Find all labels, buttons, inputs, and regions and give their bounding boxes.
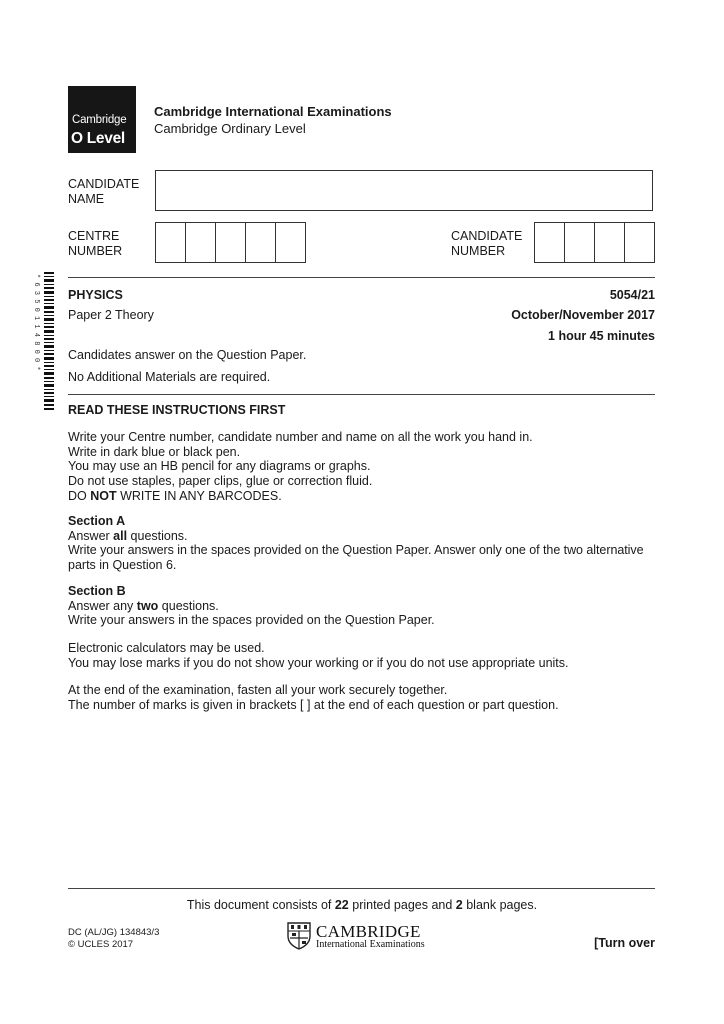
cambridge-subtitle: International Examinations [316, 939, 425, 950]
crest-icon [287, 922, 311, 950]
centre-number-cell[interactable] [276, 223, 305, 262]
centre-number-boxes[interactable] [155, 222, 306, 263]
calculator-instructions: Electronic calculators may be used. You may lose marks if you do not show your working or if you do not use appropriate units. [68, 641, 569, 670]
candidate-number-boxes[interactable] [534, 222, 655, 263]
end-instructions: At the end of the examination, fasten all your work securely together. The number of marks is given in brackets [ ] at the end of each question or part question. [68, 683, 559, 712]
exam-duration: 1 hour 45 minutes [548, 329, 655, 343]
turn-over: [Turn over [594, 936, 655, 950]
page-count-note: This document consists of 22 printed pages and 2 blank pages. [186, 898, 538, 912]
footer-divider [68, 888, 655, 889]
centre-number-cell[interactable] [156, 223, 186, 262]
cambridge-o-level-logo [68, 86, 136, 153]
candidate-number-cell[interactable] [625, 223, 654, 262]
section-b: Section B Answer any two questions. Write your answers in the spaces provided on the Question Paper. [68, 584, 655, 628]
barcode [30, 272, 54, 410]
materials-note: No Additional Materials are required. [68, 370, 271, 384]
centre-number-cell[interactable] [186, 223, 216, 262]
divider [68, 394, 655, 395]
section-b-title: Section B [68, 584, 126, 598]
candidate-number-cell[interactable] [565, 223, 595, 262]
centre-number-cell[interactable] [216, 223, 246, 262]
candidates-note: Candidates answer on the Question Paper. [68, 348, 307, 362]
cambridge-logo [287, 922, 432, 952]
centre-number-label: CENTRE NUMBER [68, 229, 123, 258]
svg-text:* 6 3 5 0 1 1 4 8 0 0 *: * 6 3 5 0 1 1 4 8 0 0 * [32, 274, 40, 371]
candidate-number-cell[interactable] [595, 223, 625, 262]
document-reference: DC (AL/JG) 134843/3 © UCLES 2017 [68, 927, 160, 950]
paper-code: 5054/21 [609, 288, 655, 302]
exam-session: October/November 2017 [511, 308, 655, 322]
candidate-number-label: CANDIDATE NUMBER [451, 229, 523, 258]
board-level: Cambridge Ordinary Level [154, 121, 306, 136]
section-a-title: Section A [68, 514, 126, 528]
candidate-name-box[interactable] [155, 170, 653, 211]
centre-number-cell[interactable] [246, 223, 276, 262]
board-name: Cambridge International Examinations [154, 104, 392, 119]
general-instructions: Write your Centre number, candidate number and name on all the work you hand in. Write in dark blue or black pen. You may use an HB pencil for any diagrams or graphs. Do not use staples, paper clips, glue or correction fluid. DO NOT WRITE IN ANY BARCODES. [68, 430, 533, 503]
section-a: Section A Answer all questions. Write your answers in the spaces provided on the Question Paper. Answer only one of the two alternative parts in Question 6. [68, 514, 655, 573]
logo-line-2: O Level [71, 130, 125, 147]
logo-line-1: Cambridge [72, 114, 127, 126]
instructions-heading: READ THESE INSTRUCTIONS FIRST [68, 403, 286, 417]
divider [68, 277, 655, 278]
paper-title: Paper 2 Theory [68, 308, 154, 322]
candidate-name-label: CANDIDATE NAME [68, 177, 140, 206]
candidate-number-cell[interactable] [535, 223, 565, 262]
cambridge-wordmark: CAMBRIDGE [316, 922, 421, 941]
subject-title: PHYSICS [68, 288, 123, 302]
